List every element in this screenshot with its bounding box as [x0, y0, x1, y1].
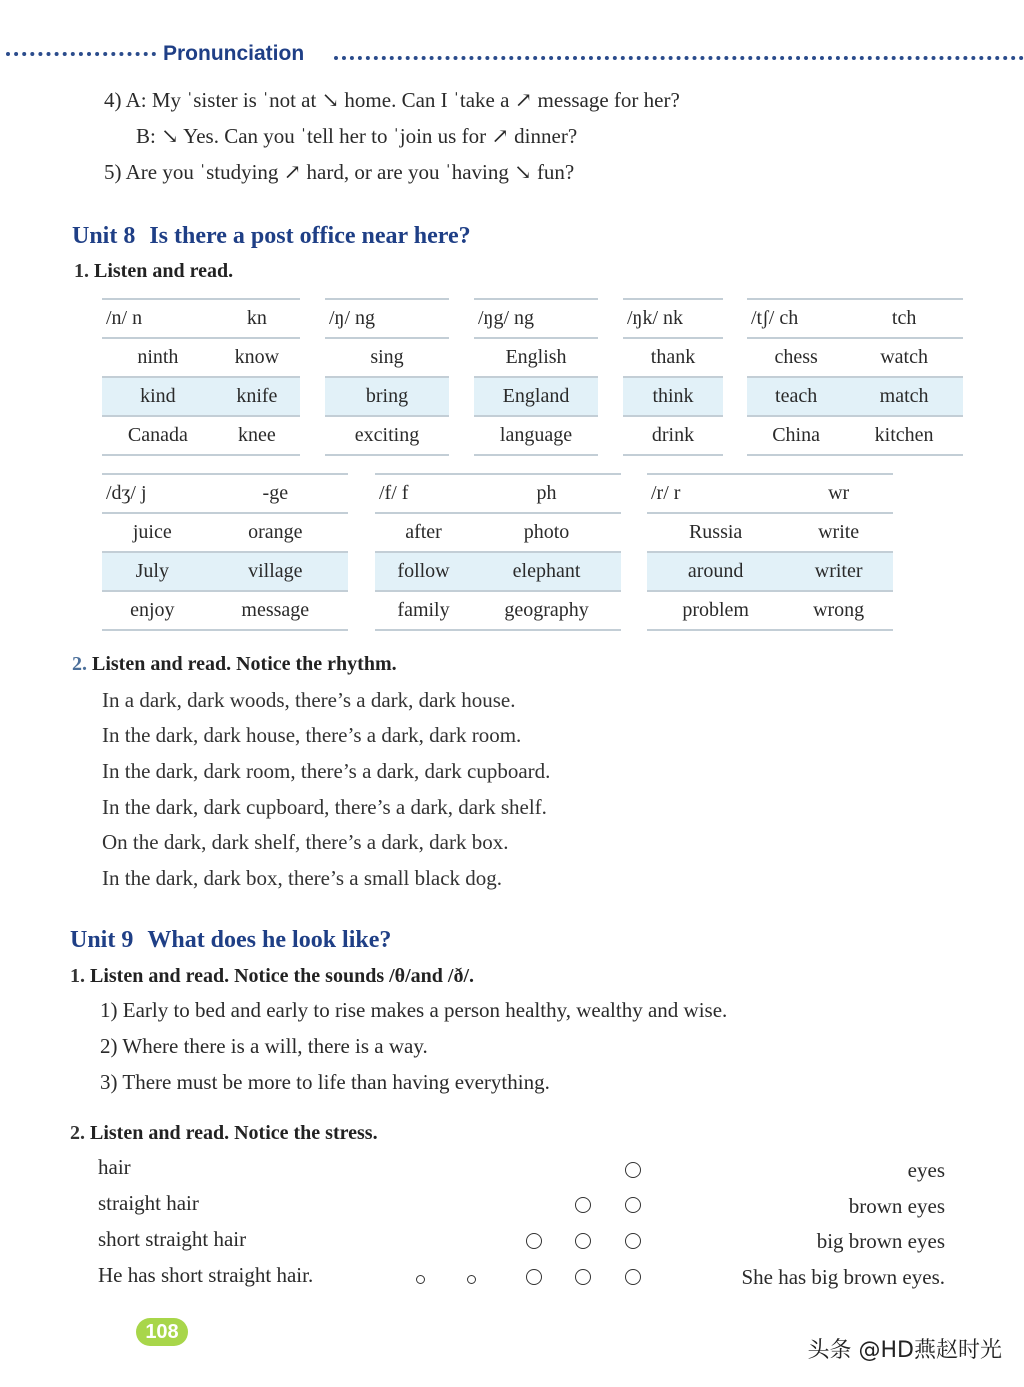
- stress-circle-icon: [625, 1269, 641, 1285]
- rhythm-line: On the dark, dark shelf, there’s a dark, dark box.: [102, 830, 509, 854]
- table-cell: knife: [214, 377, 300, 416]
- table-cell: around: [647, 552, 784, 591]
- table-header: tch: [845, 299, 963, 338]
- item-number: 1): [100, 998, 118, 1022]
- sentence-item: [100, 1070, 550, 1095]
- table-cell: write: [784, 513, 893, 552]
- table-cell: language: [474, 416, 598, 455]
- unit8-heading: [72, 223, 471, 250]
- table-header: /tʃ/ ch: [747, 299, 845, 338]
- unstressed-circle-icon: [416, 1275, 425, 1284]
- table-header: /ŋk/ nk: [623, 299, 723, 338]
- table-header: /ŋg/ ng: [474, 299, 598, 338]
- table-header: -ge: [203, 474, 348, 513]
- header-dotted-rule-left: [6, 52, 156, 56]
- page-number: 108: [136, 1318, 188, 1346]
- dialogue-text: A: My ˈsister is ˈnot at ↘ home. Can I ˈtake a ↗ message for her?: [125, 88, 680, 112]
- table-cell: match: [845, 377, 963, 416]
- table-cell: family: [375, 591, 472, 630]
- table-cell: enjoy: [102, 591, 203, 630]
- table-header: kn: [214, 299, 300, 338]
- stress-phrase: big brown eyes: [816, 1229, 945, 1253]
- unit8-exercise1-title: 1. Listen and read.: [74, 260, 234, 282]
- sentence-text: Where there is a will, there is a way.: [122, 1034, 428, 1058]
- table-cell: watch: [845, 338, 963, 377]
- stress-phrase: eyes: [907, 1158, 945, 1182]
- stress-circle-icon: [625, 1233, 641, 1249]
- table-cell: juice: [102, 513, 203, 552]
- table-cell: photo: [472, 513, 621, 552]
- unstressed-circle-icon: [467, 1275, 476, 1284]
- dialogue-line: [136, 124, 577, 149]
- stress-phrase: She has big brown eyes.: [741, 1265, 945, 1289]
- rhythm-line: In the dark, dark cupboard, there’s a dark, dark shelf.: [102, 795, 547, 819]
- table-header: wr: [784, 474, 893, 513]
- unit-label: Unit 8: [72, 223, 136, 249]
- dialogue-line: [104, 88, 680, 113]
- table-cell: bring: [325, 377, 449, 416]
- table-header: /dʒ/ j: [102, 474, 203, 513]
- table-cell: elephant: [472, 552, 621, 591]
- phonics-table-ch: [747, 298, 963, 456]
- stress-phrase: short straight hair: [98, 1227, 247, 1251]
- table-cell: exciting: [325, 416, 449, 455]
- stress-circle-icon: [575, 1233, 591, 1249]
- rhythm-line: In a dark, dark woods, there’s a dark, dark house.: [102, 688, 516, 712]
- table-cell: China: [747, 416, 845, 455]
- item-number: 5): [104, 160, 122, 184]
- phonics-table-n: [102, 298, 300, 456]
- unit9-exercise2-title: 2. Listen and read. Notice the stress.: [70, 1122, 378, 1144]
- stress-circle-icon: [575, 1197, 591, 1213]
- table-cell: follow: [375, 552, 472, 591]
- phonics-table-ng: [325, 298, 449, 456]
- table-header: /n/ n: [102, 299, 214, 338]
- table-cell: village: [203, 552, 348, 591]
- header-dotted-rule-right: [334, 56, 1024, 60]
- dialogue-text: B: ↘ Yes. Can you ˈtell her to ˈjoin us for ↗ dinner?: [136, 124, 578, 148]
- watermark: 头条 @HD燕赵时光: [807, 1338, 1002, 1363]
- stress-phrase: straight hair: [98, 1191, 199, 1215]
- stress-circle-icon: [575, 1269, 591, 1285]
- table-header: /f/ f: [375, 474, 472, 513]
- table-cell: kitchen: [845, 416, 963, 455]
- table-cell: teach: [747, 377, 845, 416]
- stress-phrase: hair: [98, 1155, 131, 1179]
- unit-title: Is there a post office near here?: [149, 223, 471, 249]
- table-cell: geography: [472, 591, 621, 630]
- table-cell: think: [623, 377, 723, 416]
- table-header: /r/ r: [647, 474, 784, 513]
- table-cell: problem: [647, 591, 784, 630]
- table-cell: ninth: [102, 338, 214, 377]
- table-cell: know: [214, 338, 300, 377]
- table-cell: message: [203, 591, 348, 630]
- phonics-table-dz: [102, 473, 348, 631]
- phonics-table-nk: [623, 298, 723, 456]
- dialogue-text: Are you ˈstudying ↗ hard, or are you ˈhaving ↘ fun?: [125, 160, 575, 184]
- stress-phrase: brown eyes: [848, 1194, 945, 1218]
- phonics-table-f: [375, 473, 621, 631]
- table-cell: thank: [623, 338, 723, 377]
- table-cell: wrong: [784, 591, 893, 630]
- table-header: /ŋ/ ng: [325, 299, 449, 338]
- phonics-table-ngg: [474, 298, 598, 456]
- item-number: 4): [104, 88, 122, 112]
- item-number: 2): [100, 1034, 118, 1058]
- table-cell: chess: [747, 338, 845, 377]
- sentence-text: Early to bed and early to rise makes a person healthy, wealthy and wise.: [122, 998, 728, 1022]
- rhythm-line: In the dark, dark room, there’s a dark, dark cupboard.: [102, 759, 551, 783]
- stress-circle-icon: [625, 1162, 641, 1178]
- item-number: 3): [100, 1070, 118, 1094]
- sentence-text: There must be more to life than having everything.: [122, 1070, 550, 1094]
- dialogue-line: [104, 160, 574, 185]
- stress-phrase: He has short straight hair.: [98, 1263, 314, 1287]
- stress-circle-icon: [526, 1269, 542, 1285]
- table-cell: kind: [102, 377, 214, 416]
- table-cell: drink: [623, 416, 723, 455]
- sentence-item: [100, 1034, 428, 1059]
- sentence-item: [100, 998, 727, 1023]
- stress-circle-icon: [526, 1233, 542, 1249]
- table-header: ph: [472, 474, 621, 513]
- unit8-exercise2-title: 2. Listen and read. Notice the rhythm.: [72, 653, 397, 675]
- section-title: Pronunciation: [163, 42, 305, 65]
- rhythm-line: In the dark, dark box, there’s a small black dog.: [102, 866, 503, 890]
- rhythm-line: In the dark, dark house, there’s a dark, dark room.: [102, 723, 522, 747]
- table-cell: knee: [214, 416, 300, 455]
- table-cell: after: [375, 513, 472, 552]
- table-cell: Canada: [102, 416, 214, 455]
- phonics-table-r: [647, 473, 893, 631]
- table-cell: England: [474, 377, 598, 416]
- table-cell: English: [474, 338, 598, 377]
- unit-label: Unit 9: [70, 927, 134, 953]
- table-cell: Russia: [647, 513, 784, 552]
- unit9-exercise1-title: 1. Listen and read. Notice the sounds /θ/and /ð/.: [70, 965, 475, 987]
- stress-circle-icon: [625, 1197, 641, 1213]
- unit-title: What does he look like?: [147, 927, 392, 953]
- unit9-heading: [70, 927, 391, 954]
- table-cell: writer: [784, 552, 893, 591]
- table-cell: sing: [325, 338, 449, 377]
- table-cell: orange: [203, 513, 348, 552]
- table-cell: July: [102, 552, 203, 591]
